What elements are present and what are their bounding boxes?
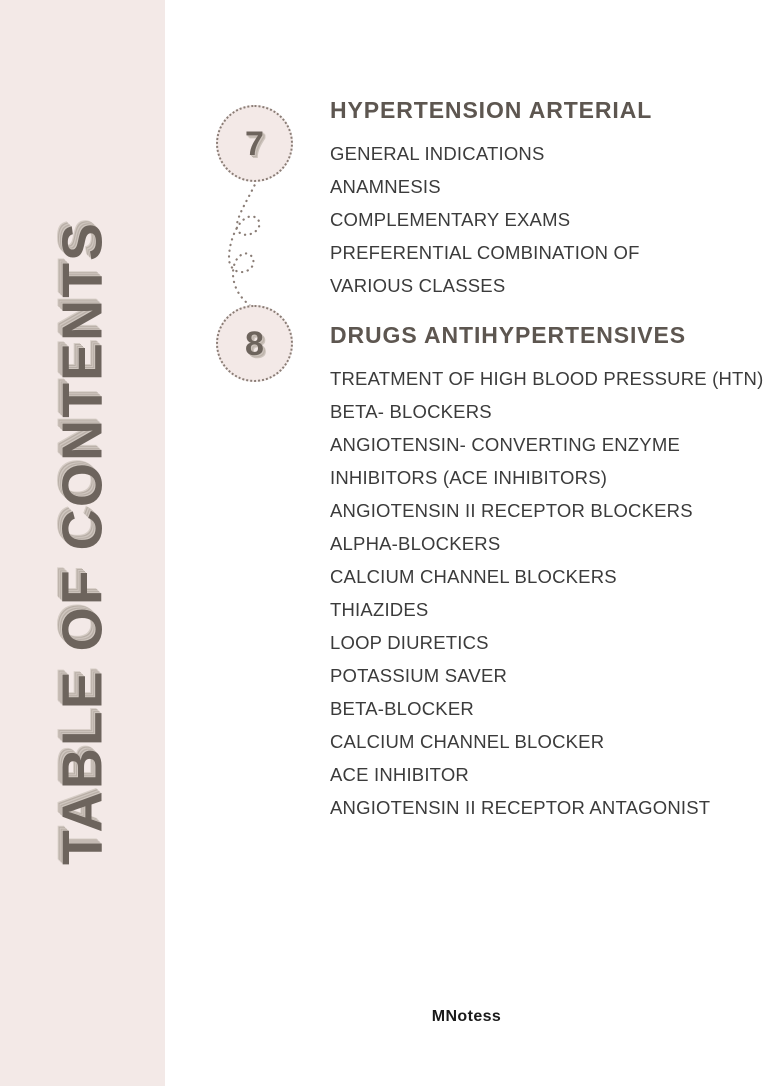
toc-entry-list-8 <box>330 362 763 824</box>
page-title: TABLE OF CONTENTS <box>50 220 114 866</box>
sidebar-panel <box>0 0 165 1086</box>
section-number-7: 7 <box>245 124 264 163</box>
toc-entry[interactable]: CALCIUM CHANNEL BLOCKER <box>330 731 605 752</box>
toc-entry[interactable]: THIAZIDES <box>330 599 429 620</box>
toc-entry[interactable]: ANGIOTENSIN II RECEPTOR ANTAGONIST <box>330 797 711 818</box>
toc-entry-list-7 <box>330 137 652 302</box>
toc-entry[interactable]: INHIBITORS (ACE INHIBITORS) <box>330 467 608 488</box>
toc-entry[interactable]: BETA-BLOCKER <box>330 698 474 719</box>
section-number-badge-7 <box>216 105 293 182</box>
toc-entry[interactable]: GENERAL INDICATIONS <box>330 143 545 164</box>
toc-entry[interactable]: VARIOUS CLASSES <box>330 275 506 296</box>
content-area <box>165 0 768 1086</box>
footer-brand: MNotess <box>431 1008 502 1025</box>
section-number-8: 8 <box>245 324 264 363</box>
toc-section-drugs-antihypertensives <box>330 322 763 824</box>
toc-entry[interactable]: CALCIUM CHANNEL BLOCKERS <box>330 566 617 587</box>
toc-entry[interactable]: ANGIOTENSIN II RECEPTOR BLOCKERS <box>330 500 693 521</box>
section-number-badge-8 <box>216 305 293 382</box>
toc-entry[interactable]: LOOP DIURETICS <box>330 632 489 653</box>
section-heading-drugs-antihypertensives: DRUGS ANTIHYPERTENSIVES <box>330 322 686 348</box>
toc-entry[interactable]: ALPHA-BLOCKERS <box>330 533 501 554</box>
toc-entry[interactable]: ANAMNESIS <box>330 176 441 197</box>
toc-entry[interactable]: TREATMENT OF HIGH BLOOD PRESSURE (HTN) <box>330 368 764 389</box>
toc-entry[interactable]: BETA- BLOCKERS <box>330 401 492 422</box>
dotted-connector-decoration <box>215 180 305 310</box>
toc-entry[interactable]: PREFERENTIAL COMBINATION OF <box>330 242 640 263</box>
toc-section-hypertension-arterial <box>330 97 652 302</box>
toc-entry[interactable]: COMPLEMENTARY EXAMS <box>330 209 571 230</box>
section-heading-hypertension-arterial: HYPERTENSION ARTERIAL <box>330 97 653 123</box>
toc-entry[interactable]: ANGIOTENSIN- CONVERTING ENZYME <box>330 434 680 455</box>
toc-entry[interactable]: POTASSIUM SAVER <box>330 665 508 686</box>
toc-entry[interactable]: ACE INHIBITOR <box>330 764 469 785</box>
